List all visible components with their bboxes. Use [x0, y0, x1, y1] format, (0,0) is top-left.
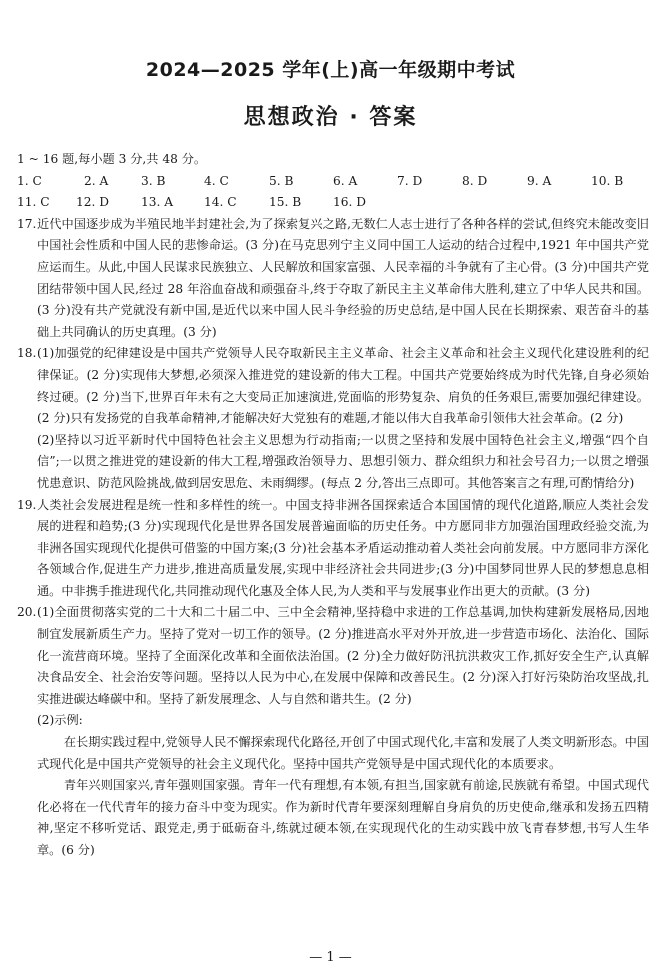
mc-answer: 2. A [84, 173, 109, 188]
mc-answer: 14. C [204, 195, 237, 210]
page-number: — 1 — [309, 950, 352, 965]
mc-answer: 3. B [141, 173, 166, 188]
answer-content [17, 149, 649, 862]
mc-answer: 9. A [527, 173, 552, 188]
question-19-answer: 人类社会发展进程是统一性和多样性的统一。中国支持非洲各国探索适合本国国情的现代化道路,顺应人类社会发展的进程和趋势;(3 分)实现现代化是世界各国发展普遍面临的历史任务。中方愿同非方加强治国理政经验交流,为非洲各国实现现代化提供可借鉴的中国方案;(3 分)社会基本矛盾运动推动着人类社会向前发展。中方愿同非方深化各领域合作,促进生产力进步,推进高质量发展,实现中非经济社会共同进步;(3 分)中国梦同世界人民的梦想息息相通。中非携手推进现代化,共同推动现代化惠及全体人民,为人类和平与发展事业作出更大的贡献。(3 分) [37, 497, 649, 598]
mc-answer: 7. D [397, 173, 423, 188]
mc-answer: 5. B [269, 173, 294, 188]
question-18-part-2: (2)坚持以习近平新时代中国特色社会主义思想为行动指南;一以贯之坚持和发展中国特色社会主义,增强“四个自信”;一以贯之推进党的建设新的伟大工程,增强政治领导力、思想引领力、群众组织力和社会号召力;一以贯之增强忧患意识、防范风险挑战,做到居安思危、未雨绸缪。(每点 2 分,答出三点即可。其他答案言之有理,可酌情给分) [37, 432, 649, 490]
mc-answer: 13. A [141, 195, 174, 210]
mc-answer: 15. B [269, 195, 302, 210]
mc-answers-row-1 [17, 171, 649, 193]
question-18-part-1: (1)加强党的纪律建设是中国共产党领导人民夺取新民主主义革命、社会主义革命和社会主义现代化建设胜利的纪律保证。(2 分)实现伟大梦想,必须深入推进党的建设新的伟大工程。中国共产党要始终成为时代先锋,自身必须始终过硬。(2 分)当下,世界百年未有之大变局正加速演进,党面临的形势复杂、肩负的任务艰巨,需要加强纪律建设。(2 分)只有发扬党的自我革命精神,才能解决好大党独有的难题,才能以伟大自我革命引领伟大社会革命。(2 分) [37, 346, 649, 426]
mc-answer: 12. D [76, 195, 110, 210]
question-20-essay-paragraph-2: 青年兴则国家兴,青年强则国家强。青年一代有理想,有本领,有担当,国家就有前途,民族就有希望。中国式现代化必将在一代代青年的接力奋斗中变为现实。作为新时代青年要深刻理解自身肩负的历史使命,继承和发扬五四精神,坚定不移听党话、跟党走,勇于砥砺奋斗,练就过硬本领,在实现现代化的生动实践中放飞青春梦想,书写人生华章。(6 分) [37, 778, 649, 857]
mc-answer: 10. B [591, 173, 624, 188]
question-number: 19. [17, 497, 37, 512]
question-18 [17, 343, 649, 494]
question-19 [17, 495, 649, 603]
mc-answers-row-2 [17, 192, 649, 214]
question-20-part-2-label: (2)示例: [37, 713, 83, 728]
mc-answer: 8. D [462, 173, 488, 188]
mc-answer: 11. C [17, 195, 50, 210]
question-number: 17. [17, 216, 37, 231]
mc-answer: 4. C [204, 173, 229, 188]
mc-answer: 1. C [17, 173, 42, 188]
question-20-essay-paragraph-1: 在长期实践过程中,党领导人民不懈探索现代化路径,开创了中国式现代化,丰富和发展了人类文明新形态。中国式现代化是中国共产党领导的社会主义现代化。坚持中国共产党领导是中国式现代化的本质要求。 [37, 735, 649, 771]
question-20-part-1: (1)全面贯彻落实党的二十大和二十届二中、三中全会精神,坚持稳中求进的工作总基调,加快构建新发展格局,因地制宜发展新质生产力。坚持了党对一切工作的领导。(2 分)推进高水平对外开放,进一步营造市场化、法治化、国际化一流营商环境。坚持了全面深化改革和全面依法治国。(2 分)全力做好防汛抗洪救灾工作,抓好安全生产,认真解决食品安全、社会治安等问题。坚持以人民为中心,在发展中保障和改善民生。(2 分)深入打好污染防治攻坚战,扎实推进碳达峰碳中和。坚持了新发展理念、人与自然和谐共生。(2 分) [37, 605, 649, 706]
question-17 [17, 214, 649, 344]
question-20 [17, 602, 649, 861]
mc-answer: 16. D [333, 195, 367, 210]
mc-note: 1 ~ 16 题,每小题 3 分,共 48 分。 [17, 152, 207, 166]
question-17-answer: 近代中国逐步成为半殖民地半封建社会,为了探索复兴之路,无数仁人志士进行了各种各样的尝试,但终究未能改变旧中国社会性质和中国人民的悲惨命运。(3 分)在马克思列宁主义同中国工人运动的结合过程中,1921 年中国共产党应运而生。从此,中国人民谋求民族独立、人民解放和国家富强、人民幸福的斗争就有了主心骨。(3 分)中国共产党团结带领中国人民,经过 28 年浴血奋战和顽强奋斗,终于夺取了新民主主义革命伟大胜利,建立了中华人民共和国。(3 分)没有共产党就没有新中国,是近代以来中国人民斗争经验的历史总结,是中国人民在长期探索、艰苦奋斗的基础上共同确认的历史真理。(3 分) [37, 216, 649, 339]
subject-title: 思想政治 · 答案 [243, 105, 418, 130]
question-number: 18. [17, 346, 37, 361]
mc-answer: 6. A [333, 173, 358, 188]
exam-title: 2024—2025 学年(上)高一年级期中考试 [145, 59, 516, 81]
question-number: 20. [17, 605, 37, 620]
